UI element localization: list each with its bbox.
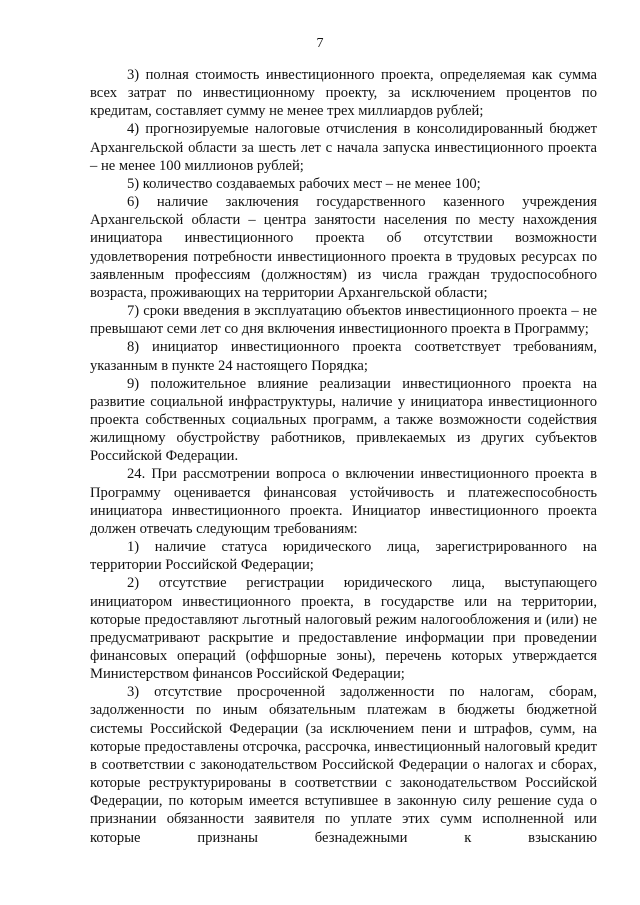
paragraph-item-7-commissioning-terms: 7) сроки введения в эксплуатацию объектов инвестиционного проекта – не превышают семи лет со дня включения инвестиционного проекта в Программу; — [90, 303, 597, 338]
page-number: 7 — [316, 36, 324, 51]
document-body — [90, 66, 597, 847]
paragraph-item-5-jobs: 5) количество создаваемых рабочих мест – не менее 100; — [127, 175, 481, 192]
paragraph-item-6-employment-center: 6) наличие заключения государственного казенного учреждения Архангельской области – центра занятости населения по месту нахождения инициатора инвестиционного проекта об отсутствии возможности удовлетворения потребности инвестиционного проекта в трудовых ресурсах по заявленным профессиям (должностям) из числа граждан трудоспособного возраста, проживающих на территории Архангельской области; — [90, 194, 597, 301]
paragraph-section-24: 24. При рассмотрении вопроса о включении инвестиционного проекта в Программу оценивается финансовая устойчивость и платежеспособность инициатора инвестиционного проекта. Инициатор инвестиционного проекта должен отвечать следующим требованиям: — [90, 466, 597, 537]
paragraph-req-1-legal-status: 1) наличие статуса юридического лица, зарегистрированного на территории Российской Федерации; — [90, 539, 597, 574]
paragraph-req-2-offshore: 2) отсутствие регистрации юридического лица, выступающего инициатором инвестиционного проекта, в государстве или на территории, которые предоставляют льготный налоговый режим налогообложения и (или) не предусматривают раскрытие и предоставление информации при проведении финансовых операций (оффшорные зоны), перечень которых утверждается Министерством финансов Российской Федерации; — [90, 575, 597, 683]
paragraph-item-3-total-cost: 3) полная стоимость инвестиционного проекта, определяемая как сумма всех затрат по инвестиционному проекту, за исключением процентов по кредитам, составляет сумму не менее трех миллиардов рублей; — [90, 67, 597, 120]
paragraph-req-3-tax-debt: 3) отсутствие просроченной задолженности по налогам, сборам, задолженности по иным обязательным платежам в бюджеты бюджетной системы Российской Федерации (за исключением пени и штрафов, сумм, на которые предоставлены отсрочка, рассрочка, инвестиционный налоговый кредит в соответствии с законодательством Российской Федерации о налогах и сборах, которые реструктурированы в соответствии с законодательством Российской Федерации, по которым имеется вступившее в законную силу решение суда о признании обязанности заявителя по уплате этих сумм исполненной или которые признаны безнадежными к взысканию — [90, 684, 597, 846]
paragraph-item-8-initiator-requirements: 8) инициатор инвестиционного проекта соответствует требованиям, указанным в пункте 24 настоящего Порядка; — [90, 339, 597, 374]
paragraph-item-4-tax-deductions: 4) прогнозируемые налоговые отчисления в консолидированный бюджет Архангельской области за шесть лет с начала запуска инвестиционного проекта – не менее 100 миллионов рублей; — [90, 121, 597, 174]
paragraph-item-9-social-impact: 9) положительное влияние реализации инвестиционного проекта на развитие социальной инфраструктуры, наличие у инициатора инвестиционного проекта собственных социальных программ, а также возможности содействия жилищному обустройству работников, привлекаемых из других субъектов Российской Федерации. — [90, 375, 597, 465]
